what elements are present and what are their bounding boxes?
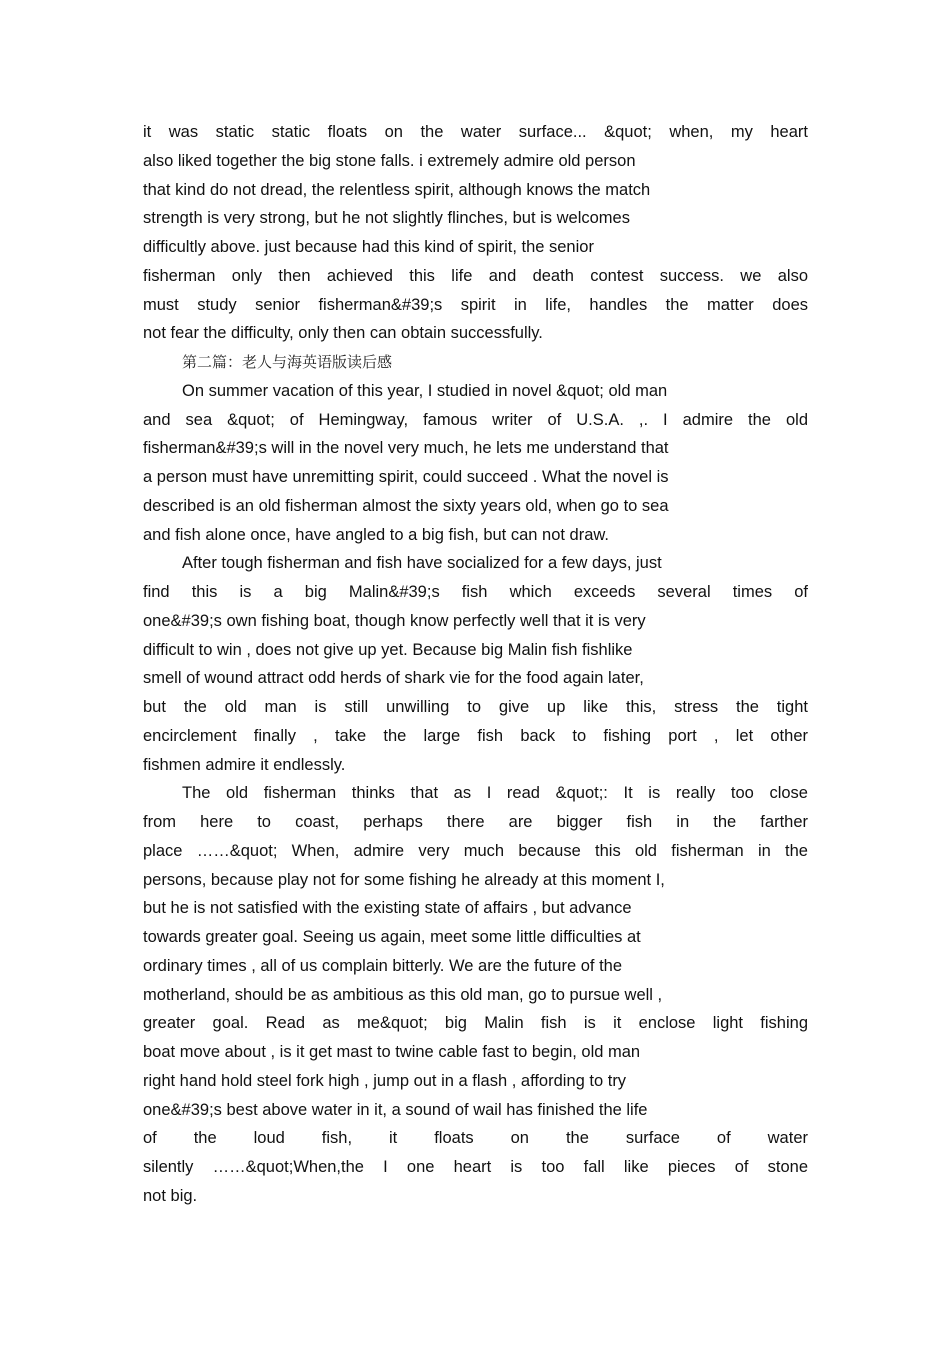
text-line: must study senior fisherman&#39;s spirit in life, handles the matter does: [143, 295, 808, 314]
text-line: After tough fisherman and fish have socialized for a few days, just: [182, 554, 662, 573]
text-line: towards greater goal. Seeing us again, meet some little difficulties at: [143, 928, 641, 946]
text-line: fisherman only then achieved this life and death contest success. we also: [143, 266, 808, 285]
text-line: not fear the difficulty, only then can obtain successfully.: [143, 324, 543, 343]
text-line: also liked together the big stone falls. i extremely admire old person: [143, 151, 636, 170]
text-line: but the old man is still unwilling to give up like this, stress the tight: [143, 698, 808, 716]
text-line: The old fisherman thinks that as I read &quot;: It is really too close: [182, 784, 808, 803]
text-line: On summer vacation of this year, I studied in novel &quot; old man: [182, 381, 668, 400]
text-line: find this is a big Malin&#39;s fish which exceeds several times of: [143, 583, 808, 601]
text-line: difficultly above. just because had this kind of spirit, the senior: [143, 238, 594, 256]
text-line: fisherman&#39;s will in the novel very much, he lets me understand that: [143, 439, 669, 458]
text-line: strength is very strong, but he not slightly flinches, but is welcomes: [143, 209, 630, 228]
text-line: a person must have unremitting spirit, could succeed . What the novel is: [143, 468, 669, 486]
text-line: from here to coast, perhaps there are bigger fish in the farther: [143, 813, 808, 831]
text-line: fishmen admire it endlessly.: [143, 755, 346, 774]
text-line: one&#39;s best above water in it, a sound of wail has finished the life: [143, 1100, 648, 1119]
text-line: one&#39;s own fishing boat, though know perfectly well that it is very: [143, 611, 646, 630]
text-line: but he is not satisfied with the existing state of affairs , but advance: [143, 899, 632, 918]
text-line: silently ……&quot;When,the I one heart is too fall like pieces of stone: [143, 1158, 808, 1176]
text-line: motherland, should be as ambitious as this old man, go to pursue well ,: [143, 985, 663, 1004]
section-heading: 第二篇：老人与海英语版读后感: [182, 353, 393, 371]
text-line: encirclement finally , take the large fish back to fishing port , let other: [143, 726, 808, 745]
text-line: and fish alone once, have angled to a big fish, but can not draw.: [143, 525, 609, 544]
text-line: smell of wound attract odd herds of shark vie for the food again later,: [143, 669, 644, 688]
text-line: that kind do not dread, the relentless spirit, although knows the match: [143, 180, 651, 199]
text-line: place ……&quot; When, admire very much because this old fisherman in the: [143, 841, 808, 860]
text-line: it was static static floats on the water surface... &quot; when, my heart: [143, 123, 808, 141]
text-line: described is an old fisherman almost the sixty years old, when go to sea: [143, 496, 669, 515]
text-line: boat move about , is it get mast to twine cable fast to begin, old man: [143, 1043, 641, 1061]
text-line: right hand hold steel fork high , jump out in a flash , affording to try: [143, 1071, 627, 1090]
text-line: and sea &quot; of Hemingway, famous writer of U.S.A. ,. I admire the old: [143, 410, 808, 429]
text-line: of the loud fish, it floats on the surface of water: [143, 1129, 808, 1148]
document-body: [143, 118, 808, 1211]
text-line: persons, because play not for some fishing he already at this moment I,: [143, 870, 665, 889]
text-line: difficult to win , does not give up yet. Because big Malin fish fishlike: [143, 640, 633, 659]
text-line: greater goal. Read as me&quot; big Malin fish is it enclose light fishing: [143, 1014, 808, 1033]
text-line: ordinary times , all of us complain bitterly. We are the future of the: [143, 956, 623, 975]
text-line: not big.: [143, 1186, 198, 1205]
